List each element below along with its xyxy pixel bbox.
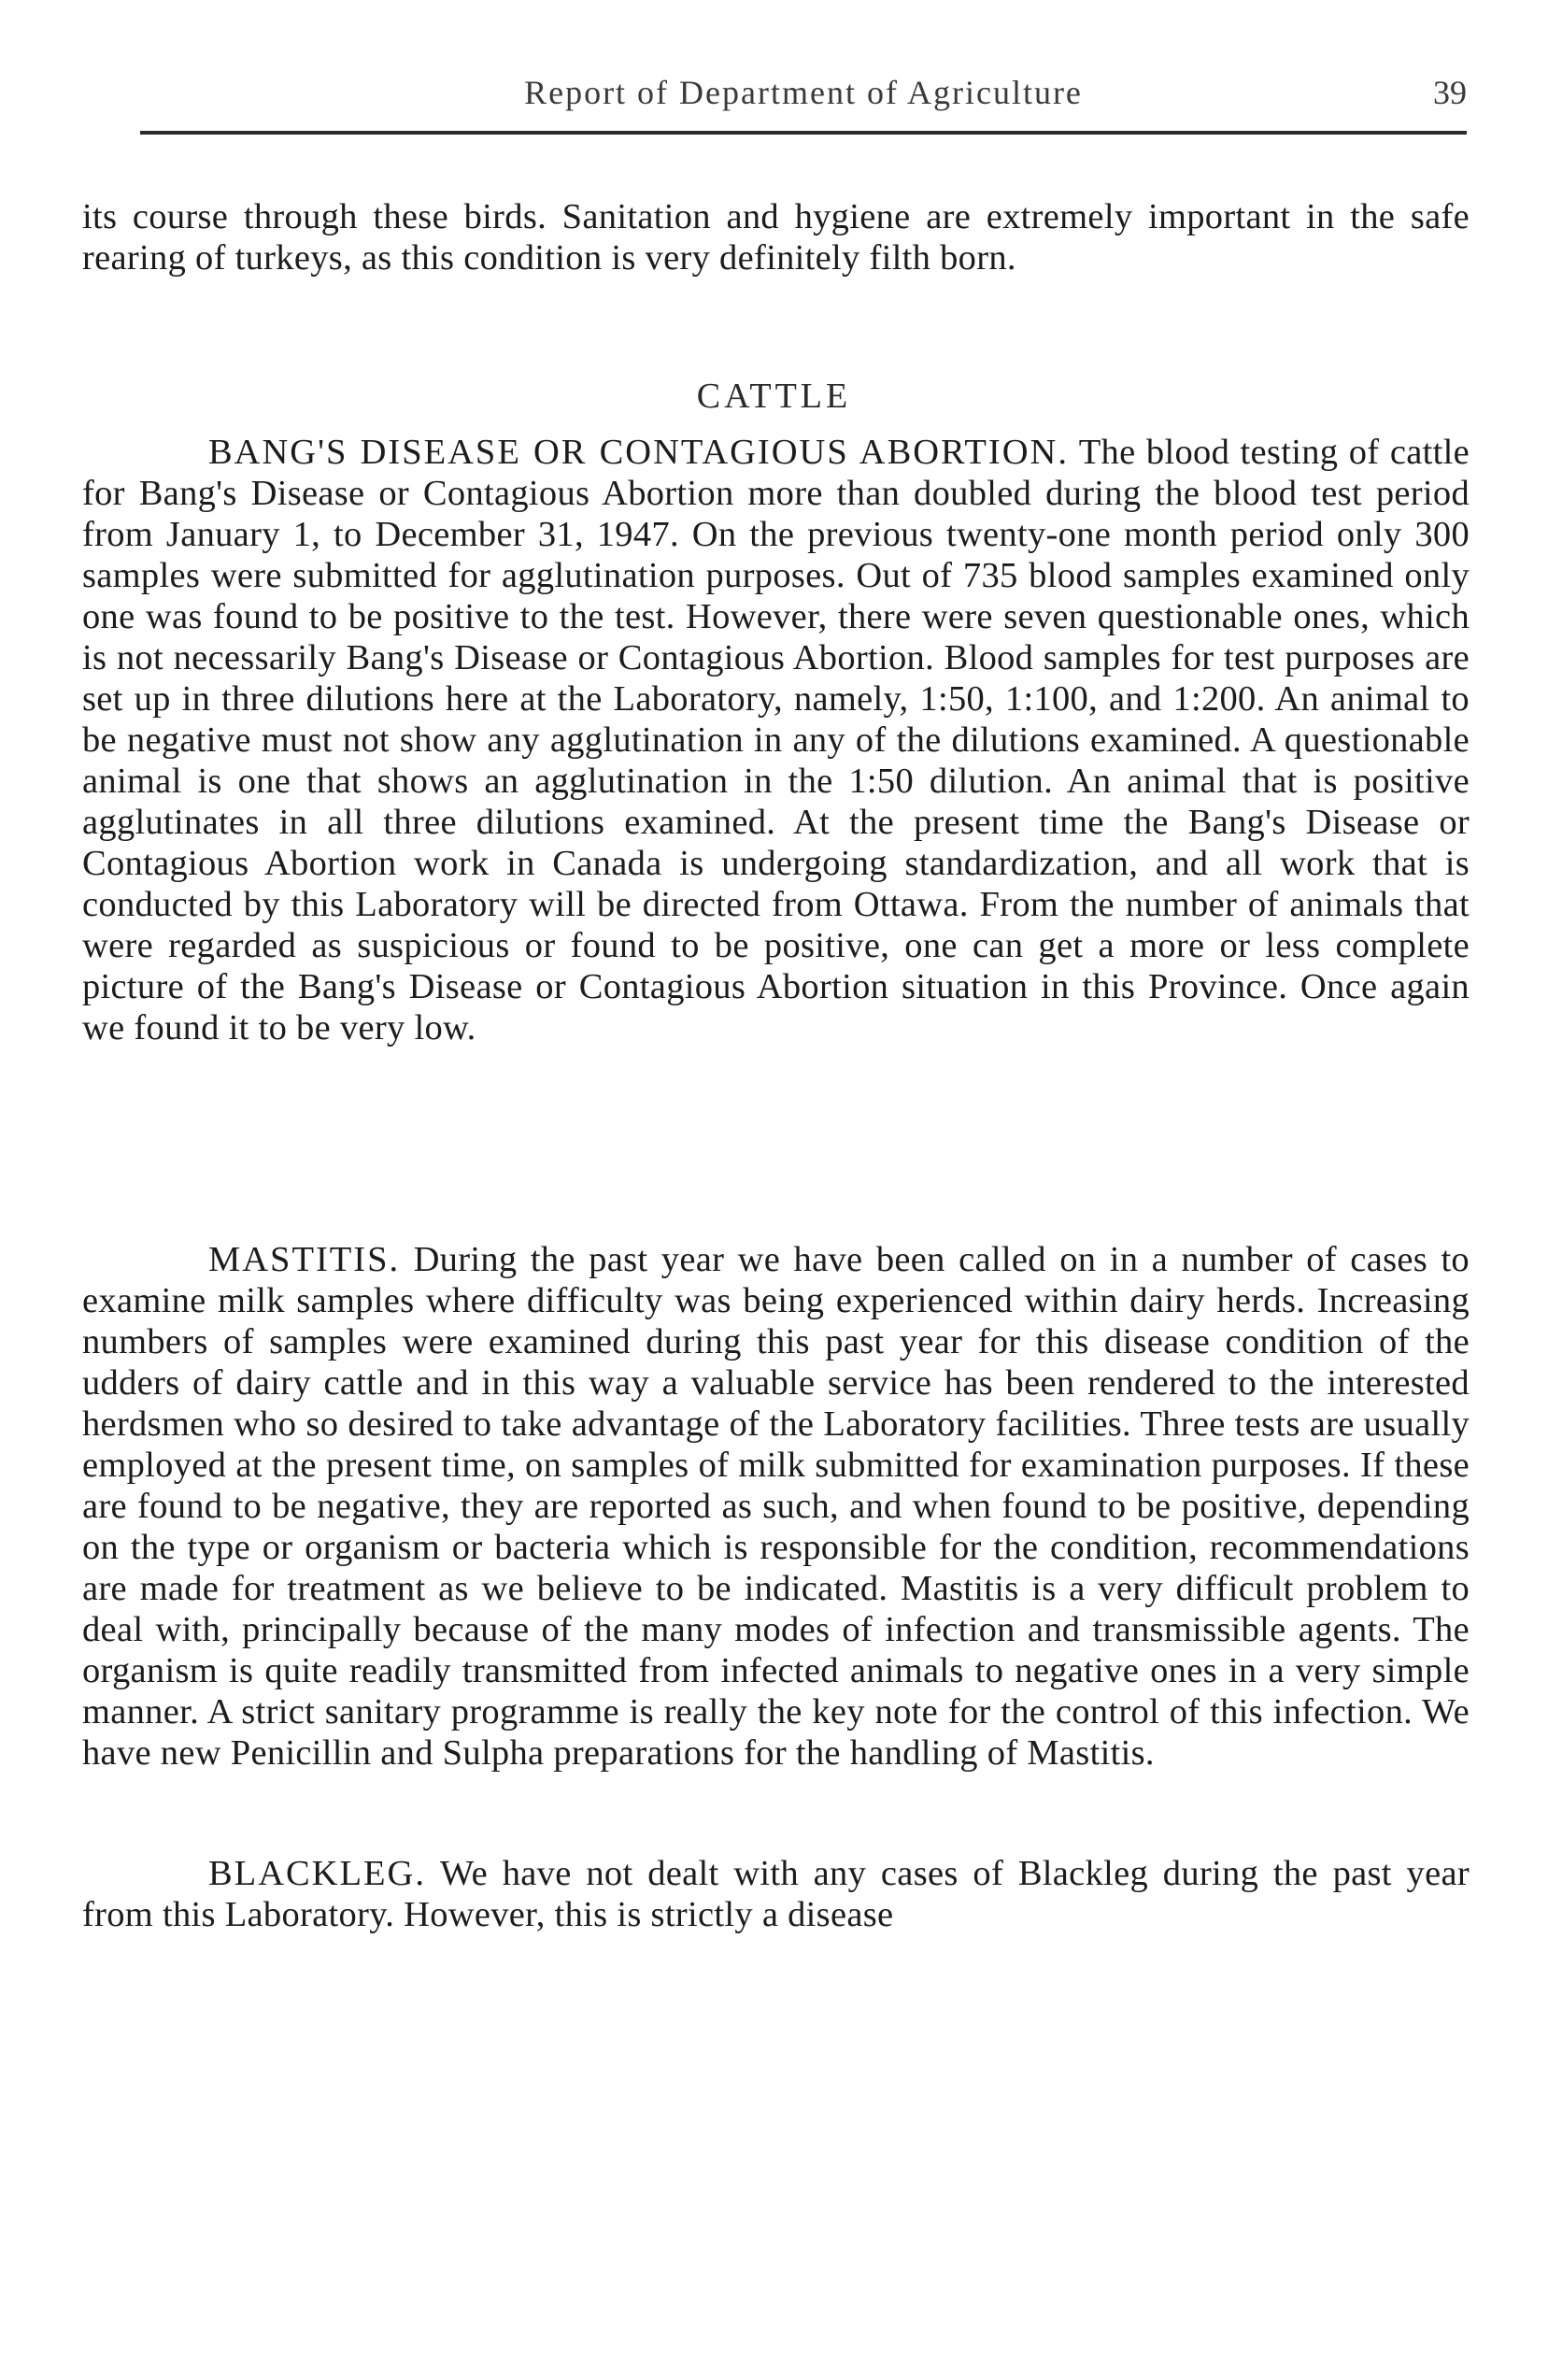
blackleg-paragraph xyxy=(82,1853,1470,1935)
blackleg-text: We have not dealt with any cases of Blackleg during the past year from this Laboratory. However, this is strictly a disease xyxy=(82,1854,1470,1934)
bangs-disease-paragraph xyxy=(82,432,1470,1048)
intro-paragraph-text: its course through these birds. Sanitation and hygiene are extremely important in the safe rearing of turkeys, as this condition is very definitely filth born. xyxy=(82,197,1470,278)
page-header xyxy=(140,73,1467,114)
intro-paragraph xyxy=(82,196,1470,278)
mastitis-paragraph xyxy=(82,1239,1470,1774)
section-heading-cattle: CATTLE xyxy=(696,377,852,416)
bangs-disease-text: The blood testing of cattle for Bang's Disease or Contagious Abortion more than doubled during the blood test period from January 1, to December 31, 1947. On the previous twenty-one month period only 300 samples were submitted for agglutination purposes. Out of 735 blood samples examined only one was found to be positive to the test. However, there were seven questionable ones, which is not necessarily Bang's Disease or Contagious Abortion. Blood samples for test purposes are set up in three dilutions here at the Laboratory, namely, 1:50, 1:100, and 1:200. An animal to be negative must not show any agglutination in any of the dilutions examined. A questionable animal is one that shows an agglutination in the 1:50 dilution. An animal that is positive agglutinates in all three dilutions examined. At the present time the Bang's Disease or Contagious Abortion work in Canada is undergoing standardization, and all work that is conducted by this Laboratory will be directed from Ottawa. From the number of animals that were regarded as suspicious or found to be positive, one can get a more or less complete picture of the Bang's Disease or Contagious Abortion situation in this Province. Once again we found it to be very low. xyxy=(82,433,1470,1047)
blackleg-heading: BLACKLEG. xyxy=(208,1854,426,1893)
running-title: Report of Department of Agriculture xyxy=(524,74,1083,111)
mastitis-heading: MASTITIS. xyxy=(208,1240,401,1279)
page-number: 39 xyxy=(1433,74,1467,111)
bangs-disease-heading: BANG'S DISEASE OR CONTAGIOUS ABORTION. xyxy=(208,433,1069,472)
header-rule xyxy=(140,131,1467,135)
mastitis-text: During the past year we have been called on in a number of cases to examine milk samples where difficulty was being experienced within dairy herds. Increasing numbers of samples were examined during this past year for this disease condition of the udders of dairy cattle and in this way a valuable service has been rendered to the interested herdsmen who so desired to take advantage of the Laboratory facilities. Three tests are usually employed at the present time, on samples of milk submitted for examination purposes. If these are found to be negative, they are reported as such, and when found to be positive, depending on the type or organism or bacteria which is responsible for the condition, recommendations are made for treatment as we believe to be indicated. Mastitis is a very difficult problem to deal with, principally because of the many modes of infection and transmissible agents. The organism is quite readily transmitted from infected animals to negative ones in a very simple manner. A strict sanitary programme is really the key note for the control of this infection. We have new Penicillin and Sulpha preparations for the handling of Mastitis. xyxy=(82,1240,1470,1773)
